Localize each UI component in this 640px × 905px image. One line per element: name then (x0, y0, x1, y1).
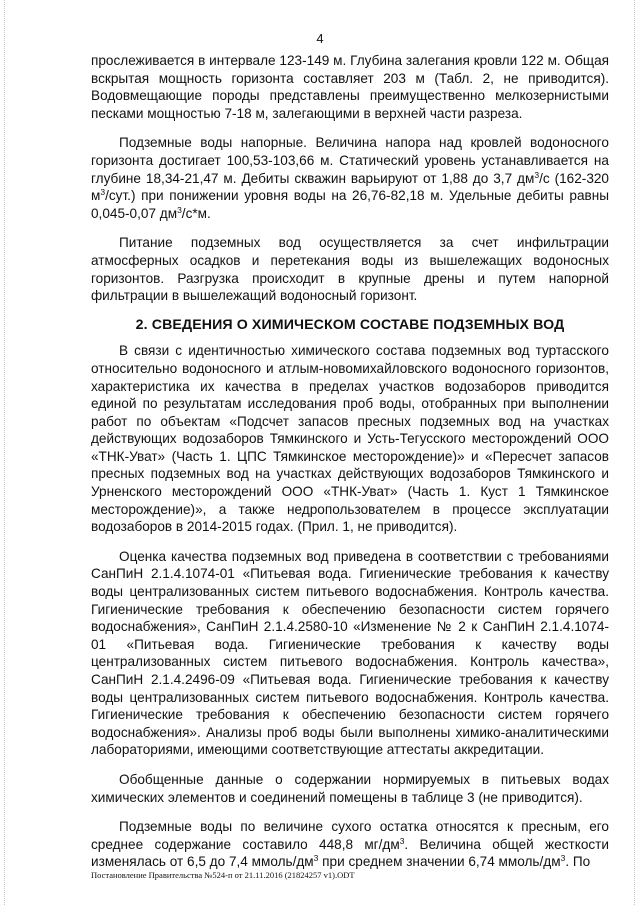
paragraph-aquifer-interval: прослеживается в интервале 123-149 м. Глубина залегания кровли 122 м. Общая вскрытая мощность горизонта составляет 203 м (Табл. 2, не приводится). Водовмещающие породы представлены преимущественно мелкозернистыми песками мощностью 7-18 м, залегающими в верхней части разреза. (91, 53, 609, 121)
text-run: Подземные воды напорные. Величина напора над кровлей водоносного горизонта достигает 100,53-103,66 м. Статический уровень устанавливается на глубине 18,34-21,47 м. Дебиты скважин варьируют от 1,88 до 3,7 дм (91, 135, 609, 186)
paragraph-summary-data: Обобщенные данные о содержании нормируемых в питьевых водах химических элементов и соединений помещены в таблице 3 (не приводится). (91, 771, 609, 805)
section-heading: 2. СВЕДЕНИЯ О ХИМИЧЕСКОМ СОСТАВЕ ПОДЗЕМНЫХ ВОД (135, 316, 565, 333)
text-run: . Величина общей жесткости изменялась от 6,5 до 7,4 ммоль/дм (91, 836, 609, 870)
paragraph-pressure-water (91, 134, 609, 222)
document-body (91, 52, 609, 883)
paragraph-chemical-composition: В связи с идентичностью химического состава подземных вод туртасского относительно водоносного и атлым-новомихайловского водоносного горизонтов, характеристика их качества в пределах участков водозаборов приводится единой по результатам исследования проб воды, отобранных при выполнении работ по объектам «Подсчет запасов пресных подземных вод на участках действующих водозаборов Тямкинского и Усть-Тегусского месторождений ООО «ТНК-Уват» (Часть 1. ЦПС Тямкинское месторождение)» и «Пересчет запасов пресных подземных вод на участках действующих водозаборов Тямкинского и Урненского месторождений ООО «ТНК-Уват» (Часть 1. Куст 1 Тямкинское месторождение)», а также недропользователем в процессе эксплуатации водозаборов в 2014-2015 годах. (Прил. 1, не приводится). (91, 343, 609, 535)
text-run: /с (162-320 м (91, 170, 609, 204)
paragraph-dry-residue (91, 818, 609, 871)
paragraph-recharge: Питание подземных вод осуществляется за счет инфильтрации атмосферных осадков и перетекания воды из вышележащих водоносных горизонтов. Разгрузка происходит в крупные дрены и путем напорной фильтрации в вышележащий водоносный горизонт. (91, 235, 609, 304)
text-run: при среднем значении 6,74 ммоль/дм (318, 854, 561, 870)
text-run: Подземные воды по величине сухого остатка относятся к пресным, его среднее содержание составило 448,8 мг/дм (91, 819, 609, 852)
text-run: . По (565, 854, 591, 870)
superscript: 3 (177, 204, 182, 215)
superscript: 3 (313, 853, 319, 864)
superscript: 3 (560, 853, 566, 864)
document-footer: Постановление Правительства №524-п от 21.11.2016 (21824257 v1).ODT (91, 870, 355, 880)
page-number: 4 (316, 31, 324, 46)
superscript: 3 (399, 835, 405, 846)
text-run: /сут.) при понижении уровня воды на 26,76-82,18 м. Удельные дебиты равны 0,045-0,07 дм (91, 188, 609, 221)
superscript: 3 (100, 187, 106, 198)
page-edge-right (634, 0, 635, 905)
text-run: /с*м. (181, 205, 211, 221)
paragraph-quality-assessment: Оценка качества подземных вод приведена в соответствии с требованиями СанПиН 2.1.4.1074-01 «Питьевая вода. Гигиенические требования к качеству воды централизованных систем питьевого водоснабжения. Контроль качества. Гигиенические требования к обеспечению безопасности систем горячего водоснабжения», СанПиН 2.1.4.2580-10 «Изменение № 2 к СанПиН 2.1.4.1074-01 «Питьевая вода. Гигиенические требования к качеству воды централизованных систем питьевого водоснабжения. Контроль качества», СанПиН 2.1.4.2496-09 «Питьевая вода. Гигиенические требования к качеству воды централизованных систем питьевого водоснабжения. Контроль качества. Гигиенические требования к обеспечению безопасности систем горячего водоснабжения». Анализы проб воды были выполнены химико-аналитическими лабораториями, имеющими соответствующие аттестаты аккредитации. (91, 548, 609, 758)
page-edge-left (4, 0, 5, 905)
superscript: 3 (534, 169, 540, 180)
